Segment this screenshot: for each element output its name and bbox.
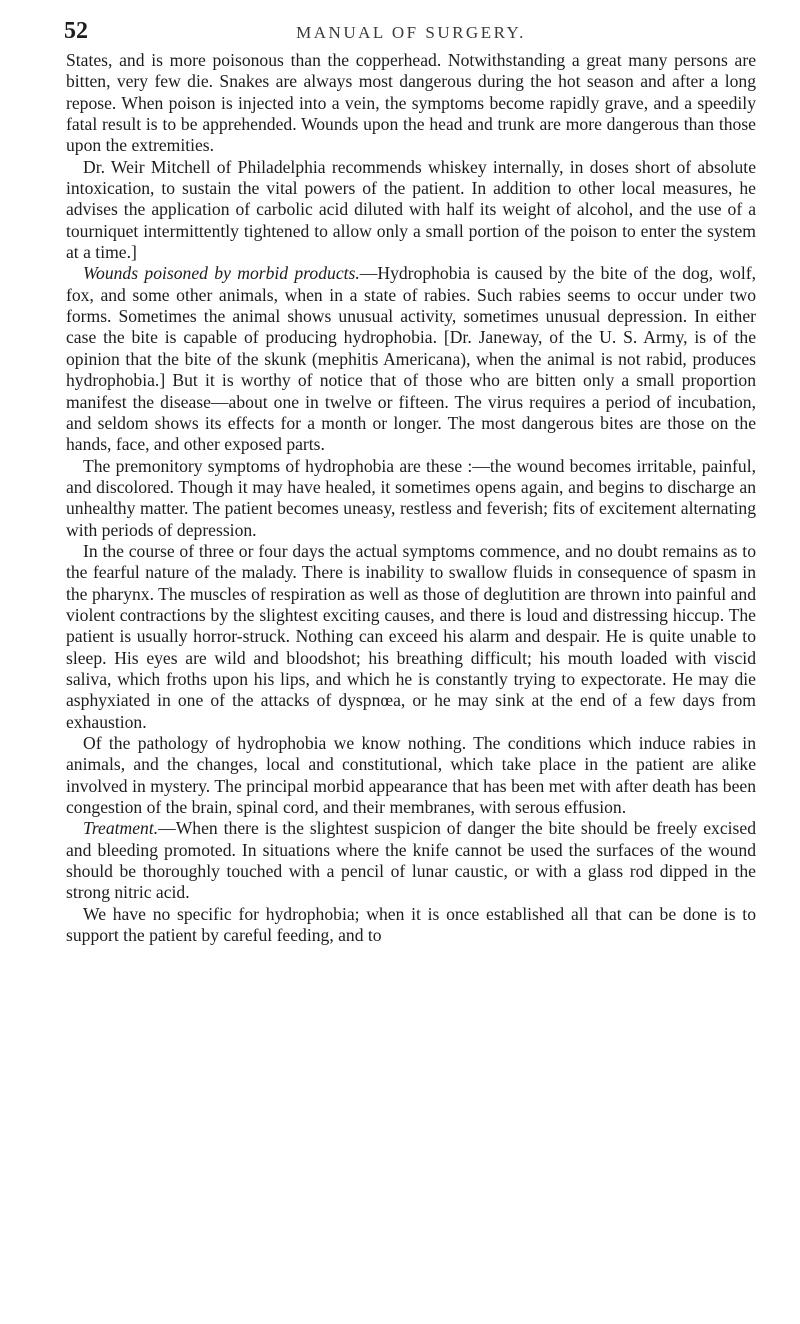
paragraph-text: —When there is the slightest suspicion of danger the bite should be freely excised and bleeding promoted. In situations where the knife cannot be used the surfaces of the wound should be thoroughly touched with a pencil of lunar caustic, or with a glass rod dipped in the strong nitric acid.: [66, 818, 756, 903]
paragraph-5: [66, 541, 756, 733]
paragraph-6: [66, 733, 756, 818]
body-text: [66, 50, 756, 946]
paragraph-text: The premonitory symptoms of hydrophobia are these :—the wound becomes irritable, painful, and discolored. Though it may have healed, it sometimes opens again, and begins to discharge an unhealthy matter. The patient becomes uneasy, restless and feverish; fits of excitement alternating with periods of depression.: [66, 455, 756, 540]
paragraph-text: Dr. Weir Mitchell of Philadelphia recommends whiskey internally, in doses short of absolute intoxication, to sustain the vital powers of the patient. In addition to other local measures, he advises the application of carbolic acid diluted with half its weight of alcohol, and the use of a tourniquet intermittently tightened to allow only a small portion of the poison to enter the system at a time.]: [66, 156, 756, 263]
page-number: 52: [64, 18, 88, 44]
paragraph-text: States, and is more poisonous than the copperhead. Notwithstanding a great many persons are bitten, very few die. Snakes are always most dangerous during the hot season and after a long repose. When poison is injected into a vein, the symptoms become rapidly grave, and a speedily fatal result is to be apprehended. Wounds upon the head and trunk are more dangerous than those upon the extremities.: [66, 50, 756, 156]
running-head: [66, 18, 756, 50]
running-title: MANUAL OF SURGERY.: [296, 23, 526, 42]
paragraph-text: —Hydrophobia is caused by the bite of the dog, wolf, fox, and some other animals, when in a state of rabies. Such rabies seems to occur under two forms. Sometimes the animal shows unusual activity, sometimes unusual depression. In either case the bite is capable of producing hydrophobia. [Dr. Janeway, of the U. S. Army, is of the opinion that the bite of the skunk (mephitis Americana), when the animal is not rabid, produces hydrophobia.] But it is worthy of notice that of those who are bitten only a small proportion manifest the disease—about one in twelve or fifteen. The virus requires a period of incubation, and seldom shows its effects for a month or longer. The most dangerous bites are those on the hands, face, and other exposed parts.: [66, 263, 756, 455]
paragraph-8: [66, 904, 756, 947]
paragraph-text: In the course of three or four days the actual symptoms commence, and no doubt remains as to the fearful nature of the malady. There is inability to swallow fluids in consequence of spasm in the pharynx. The muscles of respiration as well as those of deglutition are thrown into painful and violent contractions by the slightest exciting causes, and there is loud and distressing hiccup. The patient is usually horror-struck. Nothing can exceed his alarm and despair. He is quite unable to sleep. His eyes are wild and bloodshot; his breathing difficult; his mouth loaded with viscid saliva, which froths upon his lips, and which he is constantly trying to expectorate. He may die asphyxiated in one of the attacks of dyspnœa, or he may sink at the end of a few days from exhaustion.: [66, 540, 756, 732]
section-heading: Treatment.: [83, 818, 159, 839]
paragraph-3: [66, 263, 756, 455]
paragraph-2: [66, 157, 756, 264]
paragraph-1: [66, 50, 756, 157]
paragraph-text: We have no specific for hydrophobia; when it is once established all that can be done is to support the patient by careful feeding, and to: [66, 903, 756, 946]
section-heading: Wounds poisoned by morbid products.: [83, 263, 360, 284]
paragraph-7: [66, 818, 756, 903]
paragraph-4: [66, 456, 756, 541]
paragraph-text: Of the pathology of hydrophobia we know nothing. The conditions which induce rabies in animals, and the changes, local and constitutional, which take place in the patient are alike involved in mystery. The principal morbid appearance that has been met with after death has been congestion of the brain, spinal cord, and their membranes, with serous effusion.: [66, 733, 756, 818]
book-page: [66, 18, 756, 946]
